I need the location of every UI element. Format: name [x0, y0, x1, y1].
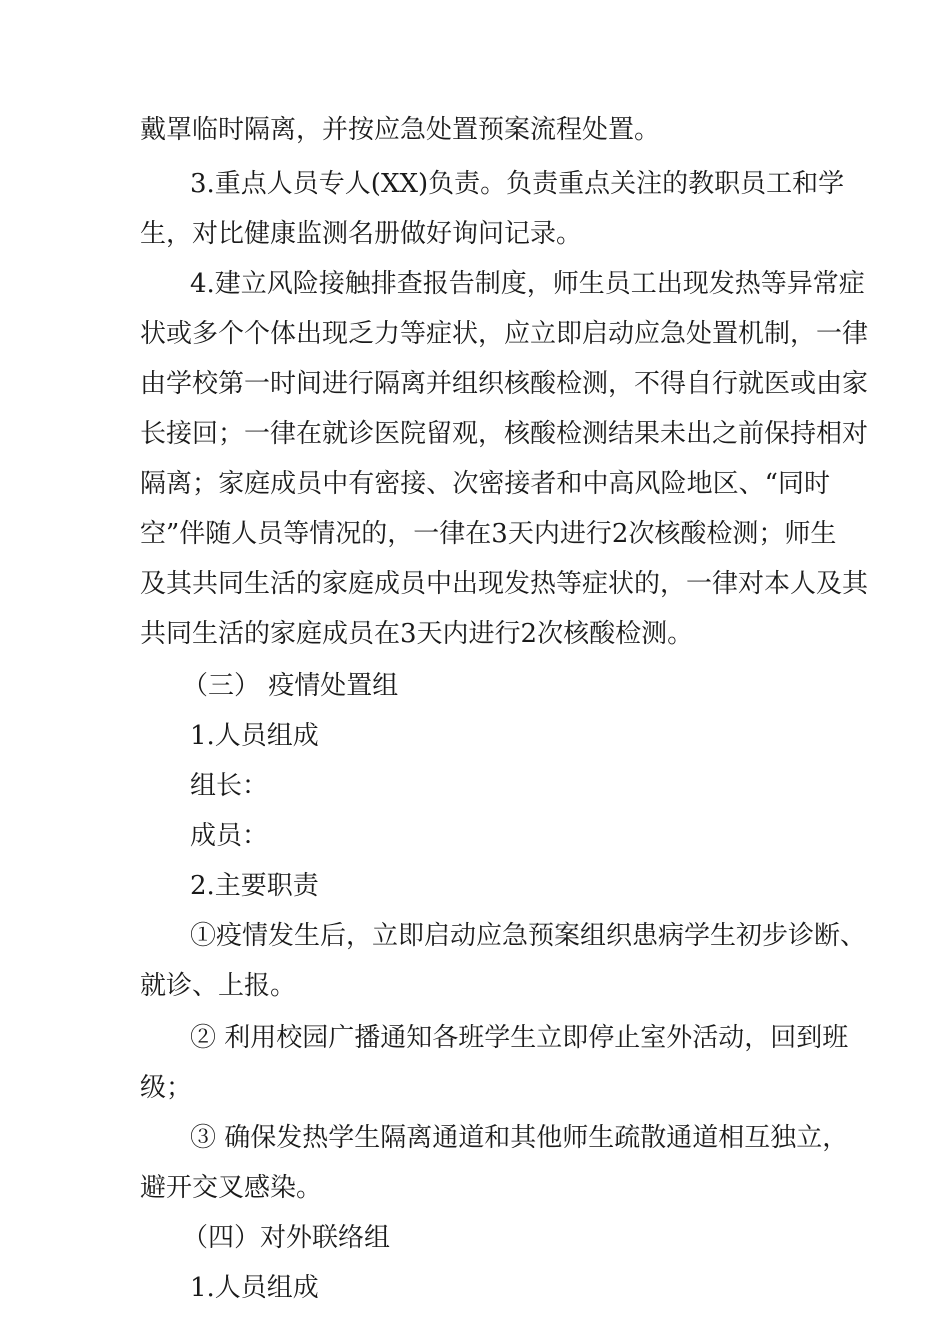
- section-heading: （四）对外联络组: [182, 1223, 391, 1253]
- field-label: 组长：: [190, 771, 269, 801]
- paragraph-line: 状或多个个体出现乏力等症状，应立即启动应急处置机制，一律: [140, 319, 869, 349]
- paragraph-line: 长接回；一律在就诊医院留观，核酸检测结果未出之前保持相对: [140, 419, 869, 449]
- subheading: 2.主要职责: [190, 871, 319, 901]
- paragraph-line: 空”伴随人员等情况的，一律在3天内进行2次核酸检测；师生: [140, 519, 837, 549]
- paragraph-line: 隔离；家庭成员中有密接、次密接者和中高风险地区、“同时: [140, 469, 830, 499]
- paragraph-line: 避开交叉感染。: [140, 1173, 323, 1203]
- paragraph-line: ①疫情发生后，立即启动应急预案组织患病学生初步诊断、: [190, 921, 867, 951]
- field-label: 成员：: [190, 821, 269, 851]
- paragraph-line: ③ 确保发热学生隔离通道和其他师生疏散通道相互独立，: [190, 1123, 849, 1153]
- paragraph-line: 由学校第一时间进行隔离并组织核酸检测，不得自行就医或由家: [140, 369, 869, 399]
- subheading: 1.人员组成: [190, 1273, 319, 1303]
- paragraph-line: 3.重点人员专人(XX)负责。负责重点关注的教职员工和学: [190, 169, 845, 199]
- paragraph-line: ② 利用校园广播通知各班学生立即停止室外活动，回到班: [190, 1023, 849, 1053]
- section-heading: （三） 疫情处置组: [182, 671, 399, 701]
- paragraph-line: 及其共同生活的家庭成员中出现发热等症状的，一律对本人及其: [140, 569, 869, 599]
- paragraph-line: 共同生活的家庭成员在3天内进行2次核酸检测。: [140, 619, 694, 649]
- subheading: 1.人员组成: [190, 721, 319, 751]
- paragraph-line: 级；: [140, 1073, 193, 1103]
- paragraph-line: 生，对比健康监测名册做好询问记录。: [140, 219, 583, 249]
- paragraph-line: 4.建立风险接触排查报告制度，师生员工出现发热等异常症: [190, 269, 865, 299]
- paragraph-line: 戴罩临时隔离，并按应急处置预案流程处置。: [140, 115, 661, 145]
- paragraph-line: 就诊、上报。: [140, 971, 297, 1001]
